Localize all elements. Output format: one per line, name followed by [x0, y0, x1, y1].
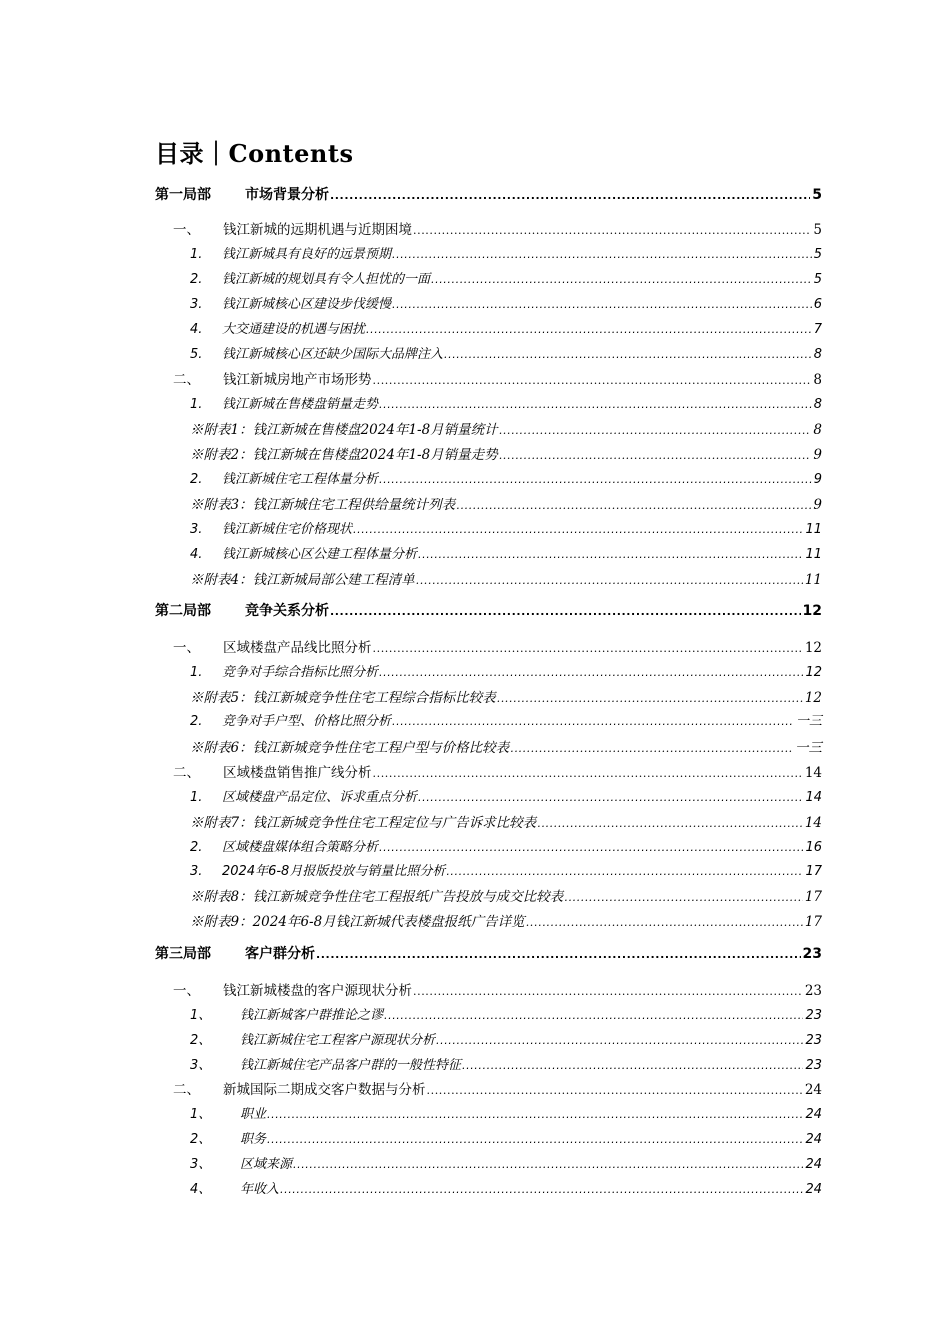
- toc-appendix-entry[interactable]: [190, 443, 822, 465]
- toc-leader-dots: [416, 574, 803, 587]
- toc-leader-dots: [497, 692, 803, 705]
- toc-entry-number: 2.: [190, 272, 203, 287]
- toc-entry-text: 市场背景分析: [245, 187, 329, 203]
- toc-entry-number: 3.: [190, 522, 203, 537]
- toc-page-number: 14: [804, 815, 822, 831]
- toc-entry-text: 竞争关系分析: [245, 603, 329, 619]
- toc-entry-number: 第二局部: [155, 603, 211, 619]
- toc-entry-number: 2、: [190, 1033, 212, 1048]
- toc-entry-text: 大交通建设的机遇与困扰: [222, 322, 366, 337]
- toc-entry-text: 钱江新城的规划具有令人担忧的一面: [222, 272, 431, 287]
- toc-leader-dots: [413, 985, 803, 998]
- toc-page-number: 11: [804, 572, 822, 588]
- toc-leader-dots: [379, 473, 812, 486]
- toc-leader-dots: [267, 1108, 803, 1121]
- toc-entry-text: ※附表9：2024年6-8月钱江新城代表楼盘报纸广告详览: [190, 914, 525, 930]
- toc-entry-text: ※附表3：钱江新城住宅工程供给量统计列表: [190, 497, 456, 513]
- toc-leader-dots: [427, 1084, 803, 1097]
- toc-page-number: 5: [812, 187, 822, 203]
- toc-entry-text: 钱江新城住宅工程体量分析: [222, 472, 379, 487]
- toc-entry-number: 二、: [173, 1082, 200, 1098]
- toc-entry-number: 2.: [190, 714, 203, 729]
- toc-appendix-entry[interactable]: [190, 910, 822, 932]
- toc-entry-text: 区域楼盘产品线比照分析: [223, 640, 372, 656]
- toc-leader-dots: [373, 642, 803, 655]
- toc-page-number: 23: [805, 1033, 822, 1048]
- toc-entry-text: 2024年6-8月报版投放与销量比照分析: [222, 864, 446, 879]
- toc-item-entry[interactable]: [190, 661, 822, 683]
- toc-leader-dots: [366, 323, 812, 336]
- toc-item-entry[interactable]: [190, 1178, 822, 1200]
- toc-leader-dots: [330, 605, 801, 618]
- toc-item-entry[interactable]: [190, 318, 822, 340]
- toc-appendix-entry[interactable]: [190, 418, 822, 440]
- toc-entry-text: 新城国际二期成交客户数据与分析: [223, 1082, 426, 1098]
- toc-leader-dots: [379, 398, 812, 411]
- toc-leader-dots: [446, 865, 803, 878]
- toc-entry-number: 2、: [190, 1132, 212, 1147]
- toc-page-number: 16: [805, 840, 822, 855]
- toc-leader-dots: [392, 715, 794, 728]
- toc-page-number: 9: [813, 497, 822, 513]
- toc-entry-number: 5.: [190, 347, 203, 362]
- toc-entry-text: 区域楼盘销售推广线分析: [223, 765, 372, 781]
- toc-entry-number: 1.: [190, 665, 203, 680]
- toc-entry-text: 钱江新城核心区公建工程体量分析: [222, 547, 418, 562]
- toc-item-entry[interactable]: [190, 710, 822, 732]
- toc-page-number: 24: [805, 1107, 822, 1122]
- toc-entry-text: 年收入: [240, 1182, 280, 1197]
- toc-entry-text: 区域楼盘产品定位、诉求重点分析: [222, 790, 418, 805]
- toc-section-entry[interactable]: [173, 636, 822, 658]
- toc-page-number: 6: [813, 297, 822, 312]
- toc-leader-dots: [462, 1059, 803, 1072]
- toc-leader-dots: [418, 791, 803, 804]
- toc-section-entry[interactable]: [173, 761, 822, 783]
- toc-entry-text: 职业: [240, 1107, 267, 1122]
- toc-leader-dots: [510, 742, 793, 755]
- toc-page-number: 17: [804, 889, 822, 905]
- toc-entry-number: 1、: [190, 1107, 212, 1122]
- toc-entry-text: 钱江新城核心区建设步伐缓慢: [222, 297, 392, 312]
- toc-leader-dots: [499, 424, 812, 437]
- toc-page-number: 一三: [795, 714, 822, 729]
- toc-page-number: 8: [813, 397, 822, 412]
- toc-leader-dots: [373, 767, 803, 780]
- toc-leader-dots: [564, 891, 803, 904]
- toc-page-number: 11: [805, 522, 822, 537]
- toc-entry-text: ※附表4：钱江新城局部公建工程清单: [190, 572, 415, 588]
- toc-leader-dots: [330, 189, 810, 202]
- toc-item-entry[interactable]: [190, 1004, 822, 1026]
- toc-entry-number: 1.: [190, 790, 203, 805]
- toc-appendix-entry[interactable]: [190, 885, 822, 907]
- toc-entry-number: 4.: [190, 322, 203, 337]
- toc-item-entry[interactable]: [190, 860, 822, 882]
- toc-entry-number: 4、: [190, 1182, 212, 1197]
- toc-entry-number: 一、: [173, 983, 200, 999]
- toc-item-entry[interactable]: [190, 343, 822, 365]
- toc-leader-dots: [373, 374, 812, 387]
- toc-entry-number: 1、: [190, 1008, 212, 1023]
- toc-leader-dots: [392, 248, 812, 261]
- toc-leader-dots: [418, 548, 803, 561]
- toc-part-entry[interactable]: [155, 184, 822, 206]
- toc-entry-number: 2.: [190, 472, 203, 487]
- toc-leader-dots: [384, 1009, 803, 1022]
- toc-leader-dots: [392, 298, 812, 311]
- toc-page-number: 24: [805, 1157, 822, 1172]
- toc-section-entry[interactable]: [173, 1078, 822, 1100]
- toc-entry-text: 区域楼盘媒体组合策略分析: [222, 840, 379, 855]
- toc-page-number: 23: [805, 1058, 822, 1073]
- toc-entry-text: ※附表5：钱江新城竞争性住宅工程综合指标比较表: [190, 690, 496, 706]
- toc-page-number: 12: [804, 690, 822, 706]
- toc-entry-text: ※附表2：钱江新城在售楼盘2024年1-8月销量走势: [190, 447, 498, 463]
- toc-entry-number: 3、: [190, 1058, 212, 1073]
- toc-entry-text: 钱江新城房地产市场形势: [223, 372, 372, 388]
- toc-entry-number: 1.: [190, 247, 203, 262]
- toc-entry-number: 一、: [173, 222, 200, 238]
- toc-entry-number: 2.: [190, 840, 203, 855]
- toc-page-number: 23: [805, 1008, 822, 1023]
- toc-entry-text: 钱江新城具有良好的远景预期: [222, 247, 392, 262]
- toc-leader-dots: [379, 841, 803, 854]
- toc-item-entry[interactable]: [190, 468, 822, 490]
- toc-entry-text: 竞争对手综合指标比照分析: [222, 665, 379, 680]
- toc-page-number: 14: [804, 765, 822, 781]
- toc-leader-dots: [444, 348, 812, 361]
- toc-entry-text: 钱江新城住宅工程客户源现状分析: [240, 1033, 436, 1048]
- toc-leader-dots: [316, 948, 801, 961]
- toc-item-entry[interactable]: [190, 268, 822, 290]
- toc-entry-number: 3.: [190, 864, 203, 879]
- toc-page-number: 11: [805, 547, 822, 562]
- toc-entry-number: 第一局部: [155, 187, 211, 203]
- toc-entry-text: 职务: [240, 1132, 267, 1147]
- toc-item-entry[interactable]: [190, 393, 822, 415]
- toc-page-number: 8: [813, 422, 822, 438]
- toc-entry-number: 二、: [173, 372, 200, 388]
- toc-appendix-entry[interactable]: [190, 736, 822, 758]
- toc-appendix-entry[interactable]: [190, 811, 822, 833]
- toc-page-number: 8: [813, 347, 822, 362]
- toc-page-number: 8: [813, 372, 822, 388]
- toc-entry-text: ※附表8：钱江新城竞争性住宅工程报纸广告投放与成交比较表: [190, 889, 564, 905]
- toc-entry-text: 区域来源: [240, 1157, 293, 1172]
- toc-page-number: 12: [804, 640, 822, 656]
- toc-entry-number: 1.: [190, 397, 203, 412]
- toc-leader-dots: [537, 817, 803, 830]
- toc-page-number: 7: [813, 322, 822, 337]
- toc-page-number: 24: [805, 1182, 822, 1197]
- toc-page-number: 一三: [795, 740, 822, 756]
- toc-page-number: 14: [805, 790, 822, 805]
- toc-item-entry[interactable]: [190, 243, 822, 265]
- toc-page-number: 5: [813, 222, 822, 238]
- toc-entry-number: 3、: [190, 1157, 212, 1172]
- toc-page-number: 24: [804, 1082, 822, 1098]
- toc-entry-number: 3.: [190, 297, 203, 312]
- toc-leader-dots: [413, 224, 811, 237]
- toc-entry-text: 钱江新城核心区还缺少国际大品牌注入: [222, 347, 444, 362]
- toc-entry-text: 钱江新城在售楼盘销量走势: [222, 397, 379, 412]
- toc-leader-dots: [456, 499, 811, 512]
- toc-appendix-entry[interactable]: [190, 493, 822, 515]
- toc-leader-dots: [280, 1183, 803, 1196]
- toc-page-number: 17: [804, 914, 822, 930]
- toc-page-number: 23: [802, 946, 822, 962]
- toc-item-entry[interactable]: [190, 518, 822, 540]
- toc-item-entry[interactable]: [190, 1103, 822, 1125]
- toc-title: 目录｜Contents: [155, 139, 354, 168]
- toc-entry-text: 竞争对手户型、价格比照分析: [222, 714, 392, 729]
- toc-item-entry[interactable]: [190, 786, 822, 808]
- toc-item-entry[interactable]: [190, 1054, 822, 1076]
- toc-item-entry[interactable]: [190, 836, 822, 858]
- toc-entry-text: 钱江新城楼盘的客户源现状分析: [223, 983, 412, 999]
- toc-entry-number: 一、: [173, 640, 200, 656]
- toc-appendix-entry[interactable]: [190, 568, 822, 590]
- toc-entry-number: 第三局部: [155, 946, 211, 962]
- toc-section-entry[interactable]: [173, 218, 822, 240]
- toc-page-number: 9: [813, 447, 822, 463]
- toc-entry-text: 钱江新城客户群推论之谬: [240, 1008, 384, 1023]
- toc-leader-dots: [499, 449, 812, 462]
- toc-item-entry[interactable]: [190, 543, 822, 565]
- toc-page-number: 24: [805, 1132, 822, 1147]
- toc-item-entry[interactable]: [190, 293, 822, 315]
- toc-entry-text: ※附表6：钱江新城竞争性住宅工程户型与价格比较表: [190, 740, 510, 756]
- toc-appendix-entry[interactable]: [190, 686, 822, 708]
- toc-page-number: 12: [802, 603, 822, 619]
- toc-section-entry[interactable]: [173, 368, 822, 390]
- toc-part-entry[interactable]: [155, 600, 822, 622]
- toc-page-number: 5: [813, 272, 822, 287]
- toc-entry-text: 客户群分析: [245, 946, 315, 962]
- toc-leader-dots: [353, 523, 803, 536]
- toc-leader-dots: [436, 1034, 803, 1047]
- toc-leader-dots: [431, 273, 812, 286]
- toc-page-number: 5: [813, 247, 822, 262]
- toc-entry-text: ※附表1：钱江新城在售楼盘2024年1-8月销量统计: [190, 422, 498, 438]
- toc-page-number: 17: [805, 864, 822, 879]
- toc-leader-dots: [267, 1133, 803, 1146]
- toc-leader-dots: [379, 666, 803, 679]
- toc-item-entry[interactable]: [190, 1128, 822, 1150]
- toc-page-number: 9: [813, 472, 822, 487]
- toc-entry-number: 4.: [190, 547, 203, 562]
- toc-item-entry[interactable]: [190, 1029, 822, 1051]
- toc-section-entry[interactable]: [173, 979, 822, 1001]
- toc-leader-dots: [526, 916, 803, 929]
- toc-entry-text: 钱江新城住宅价格现状: [222, 522, 353, 537]
- toc-page-number: 12: [805, 665, 822, 680]
- toc-entry-text: 钱江新城的远期机遇与近期困境: [223, 222, 412, 238]
- toc-part-entry[interactable]: [155, 943, 822, 965]
- toc-page-number: 23: [804, 983, 822, 999]
- toc-entry-text: 钱江新城住宅产品客户群的一般性特征: [240, 1058, 462, 1073]
- toc-leader-dots: [293, 1158, 803, 1171]
- toc-item-entry[interactable]: [190, 1153, 822, 1175]
- toc-entry-text: ※附表7：钱江新城竞争性住宅工程定位与广告诉求比较表: [190, 815, 537, 831]
- toc-entry-number: 二、: [173, 765, 200, 781]
